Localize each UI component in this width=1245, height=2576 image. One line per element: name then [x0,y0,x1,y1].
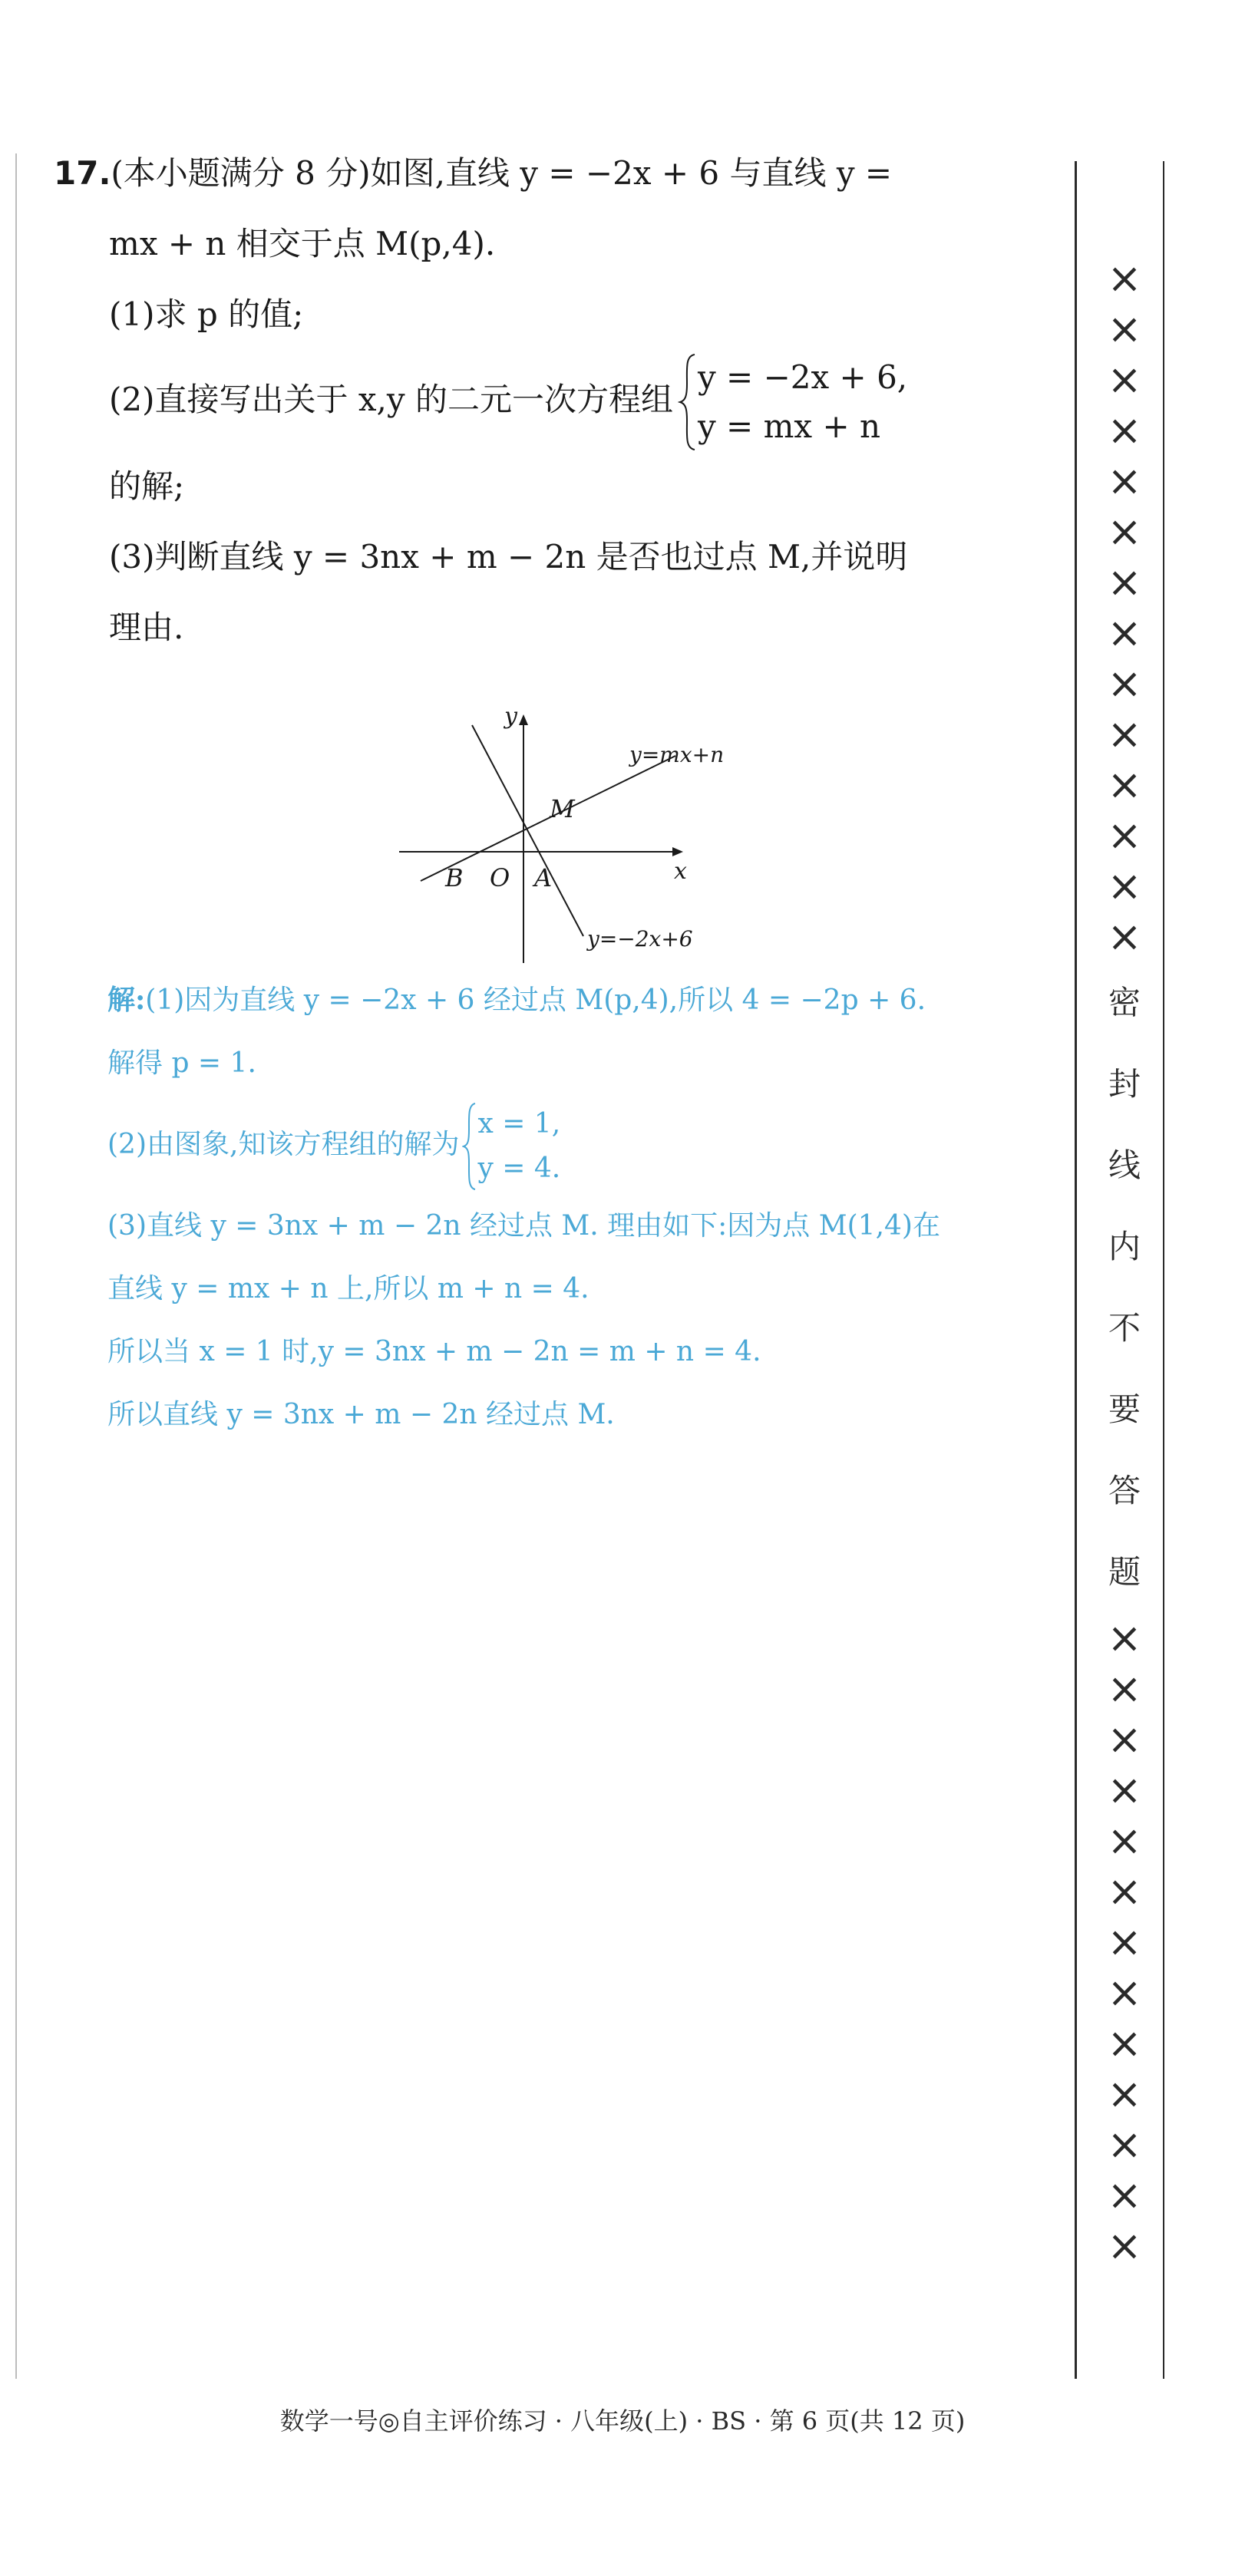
cross-mark: × [1107,760,1142,809]
system-eq-2: y = mx + n [697,407,881,445]
answer-eq-y: y = 4. [477,1153,561,1184]
problem-intro-text: (本小题满分 8 分)如图,直线 y = −2x + 6 与直线 y = [111,154,893,192]
answer-part-1-text: (1)因为直线 y = −2x + 6 经过点 M(p,4),所以 4 = −2p + 6. [145,985,926,1016]
answer-part-1-result: 解得 p = 1. [107,1047,256,1079]
problem-part-3-cont: 理由. [109,609,184,646]
cross-mark: × [1107,355,1142,404]
cross-mark: × [1107,305,1142,353]
line-mx-plus-n [421,756,675,881]
cross-mark: × [1107,609,1142,657]
answer-part-1 [107,968,1067,1032]
line2-label: y=−2x+6 [587,926,693,952]
cross-mark: × [1107,1766,1142,1814]
cross-mark: × [1107,811,1142,859]
seal-char: 题 [1108,1553,1141,1591]
line-neg2x-plus-6 [472,725,583,936]
answer-solution-system [462,1102,560,1191]
cross-mark: × [1107,254,1142,302]
cross-mark: × [1107,862,1142,910]
left-margin-line [15,153,17,2379]
seal-char: 密 [1108,984,1141,1021]
x-axis-arrow-icon [672,847,683,856]
seal-char: 答 [1108,1472,1141,1509]
cross-mark: × [1107,1614,1142,1662]
cross-mark: × [1107,1918,1142,1966]
binding-line-outer [1163,161,1164,2379]
cross-mark: × [1107,1867,1142,1915]
answer-block [107,968,1067,1446]
point-M-label: M [550,794,575,823]
part2-prefix: (2)直接写出关于 x,y 的二元一次方程组 [109,381,673,418]
cross-mark: × [1107,1715,1142,1763]
cross-mark: × [1107,659,1142,707]
seal-char: 线 [1108,1146,1141,1184]
cross-mark: × [1107,2221,1142,2270]
cross-mark: × [1107,2019,1142,2067]
answer-part-3-line-3: 所以当 x = 1 时,y = 3nx + m − 2n = m + n = 4. [107,1336,761,1367]
cross-mark: × [1107,1968,1142,2017]
system-eq-1: y = −2x + 6, [697,358,908,396]
cross-mark: × [1107,2171,1142,2219]
point-B-label: B [445,863,464,892]
cross-mark: × [1107,507,1142,556]
problem-line-1 [54,138,1052,209]
cross-mark: × [1107,912,1142,961]
answer-part-3-line-2: 直线 y = mx + n 上,所以 m + n = 4. [107,1273,589,1304]
problem-part-2 [54,350,1052,451]
cross-mark: × [1107,2120,1142,2169]
cross-mark: × [1107,2070,1142,2118]
answer-eq-x: x = 1, [477,1108,561,1140]
coordinate-figure [399,702,775,963]
solution-label: 解: [107,984,146,1016]
cross-mark: × [1107,558,1142,606]
page-footer: 数学一号◎自主评价练习 · 八年级(上) · BS · 第 6 页(共 12 页) [279,2406,966,2436]
y-axis-label: y [504,703,517,730]
answer-part-2-text: (2)由图象,知该方程组的解为 [107,1129,460,1160]
binding-line-inner [1075,161,1077,2379]
answer-part-3-line-4: 所以直线 y = 3nx + m − 2n 经过点 M. [107,1399,615,1430]
equation-system [678,353,907,451]
problem-line-2: mx + n 相交于点 M(p,4). [109,225,496,262]
cross-mark: × [1107,1816,1142,1865]
point-O-label: O [490,863,510,892]
x-axis-label: x [674,858,687,885]
problem-17 [54,138,1052,663]
question-number: 17. [54,154,111,192]
seal-char: 封 [1108,1065,1141,1103]
left-brace-icon [678,353,698,451]
seal-char: 不 [1108,1309,1141,1347]
answer-part-2 [107,1095,1067,1195]
point-A-label: A [534,863,553,892]
answer-part-3-line-1: (3)直线 y = 3nx + m − 2n 经过点 M. 理由如下:因为点 M(1,4)在 [107,1210,940,1242]
problem-part-3: (3)判断直线 y = 3nx + m − 2n 是否也过点 M,并说明 [109,538,908,576]
line1-label: y=mx+n [629,742,725,767]
cross-mark: × [1107,1664,1142,1713]
cross-mark: × [1107,710,1142,758]
problem-part-1: (1)求 p 的值; [109,295,304,333]
seal-line-sidebar [1098,253,1151,2310]
cross-mark: × [1107,457,1142,505]
problem-part-2-suffix: 的解; [109,467,185,505]
seal-char: 内 [1108,1228,1141,1265]
seal-char: 要 [1108,1390,1141,1428]
cross-mark: × [1107,406,1142,454]
answer-brace-icon [462,1102,477,1191]
y-axis-arrow-icon [519,714,528,725]
